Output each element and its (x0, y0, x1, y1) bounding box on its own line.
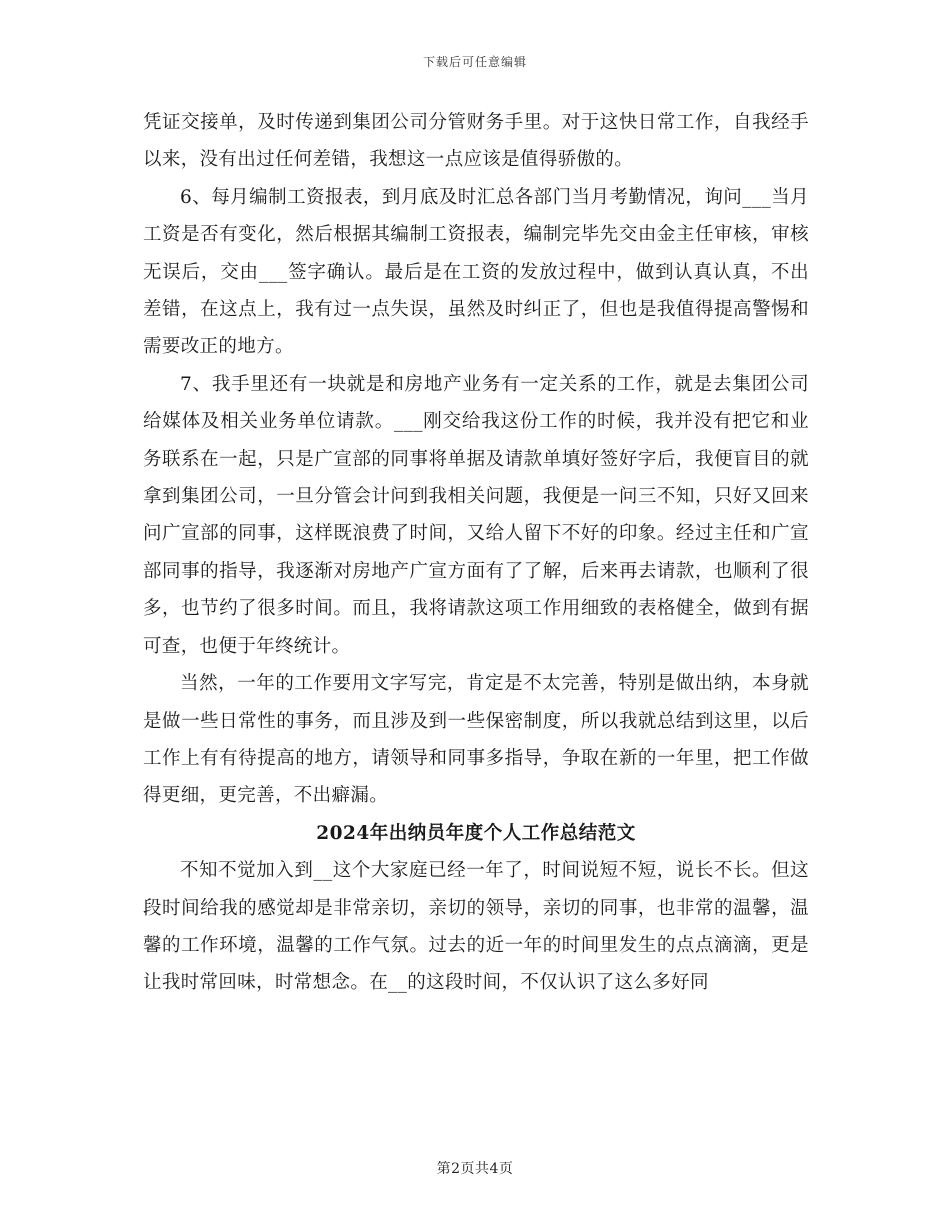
paragraph-continuation: 凭证交接单，及时传递到集团公司分管财务手里。对于这快日常工作，自我经手以来，没有出过任何差错，我想这一点应该是值得骄傲的。 (143, 112, 809, 171)
page-number: 第2页共4页 (436, 1161, 514, 1177)
paragraph-item-6: 6、每月编制工资报表，到月底及时汇总各部门当月考勤情况，询问___当月工资是否有变化，然后根据其编制工资报表，编制完毕先交由金主任审核，审核无误后，交由___签字确认。最后是在工资的发放过程中，做到认真认真，不出差错，在这点上，我有过一点失误，虽然及时纠正了，但也是我值得提高警惕和需要改正的地方。 (143, 186, 809, 358)
paragraph-conclusion: 当然，一年的工作要用文字写完，肯定是不太完善，特别是做出纳，本身就是做一些日常性的事务，而且涉及到一些保密制度，所以我就总结到这里，以后工作上有有待提高的地方，请领导和同事多指导，争取在新的一年里，把工作做得更细，更完善，不出癖漏。 (143, 673, 809, 807)
paragraph-item-7: 7、我手里还有一块就是和房地产业务有一定关系的工作，就是去集团公司给媒体及相关业务单位请款。___刚交给我这份工作的时候，我并没有把它和业务联系在一起，只是广宣部的同事将单据及请款单填好签好字后，我便盲目的就拿到集团公司，一旦分管会计问到我相关问题，我便是一问三不知，只好又回来问广宣部的同事，这样既浪费了时间，又给人留下不好的印象。经过主任和广宣部同事的指导，我逐渐对房地产广宣方面有了了解，后来再去请款，也顺利了很多，也节约了很多时间。而且，我将请款这项工作用细致的表格健全，做到有据可查，也便于年终统计。 (143, 373, 809, 657)
document-body (143, 104, 809, 1002)
page-header: 下载后可任意编辑 (422, 55, 527, 69)
section-title: 2024年出纳员年度个人工作总结范文 (316, 822, 636, 844)
paragraph-section-intro: 不知不觉加入到__这个大家庭已经一年了，时间说短不短，说长不长。但这段时间给我的感觉却是非常亲切，亲切的领导，亲切的同事，也非常的温馨，温馨的工作环境，温馨的工作气氛。过去的近一年的时间里发生的点点滴滴，更是让我时常回味，时常想念。在__的这段时间，不仅认识了这么多好同 (143, 860, 809, 994)
